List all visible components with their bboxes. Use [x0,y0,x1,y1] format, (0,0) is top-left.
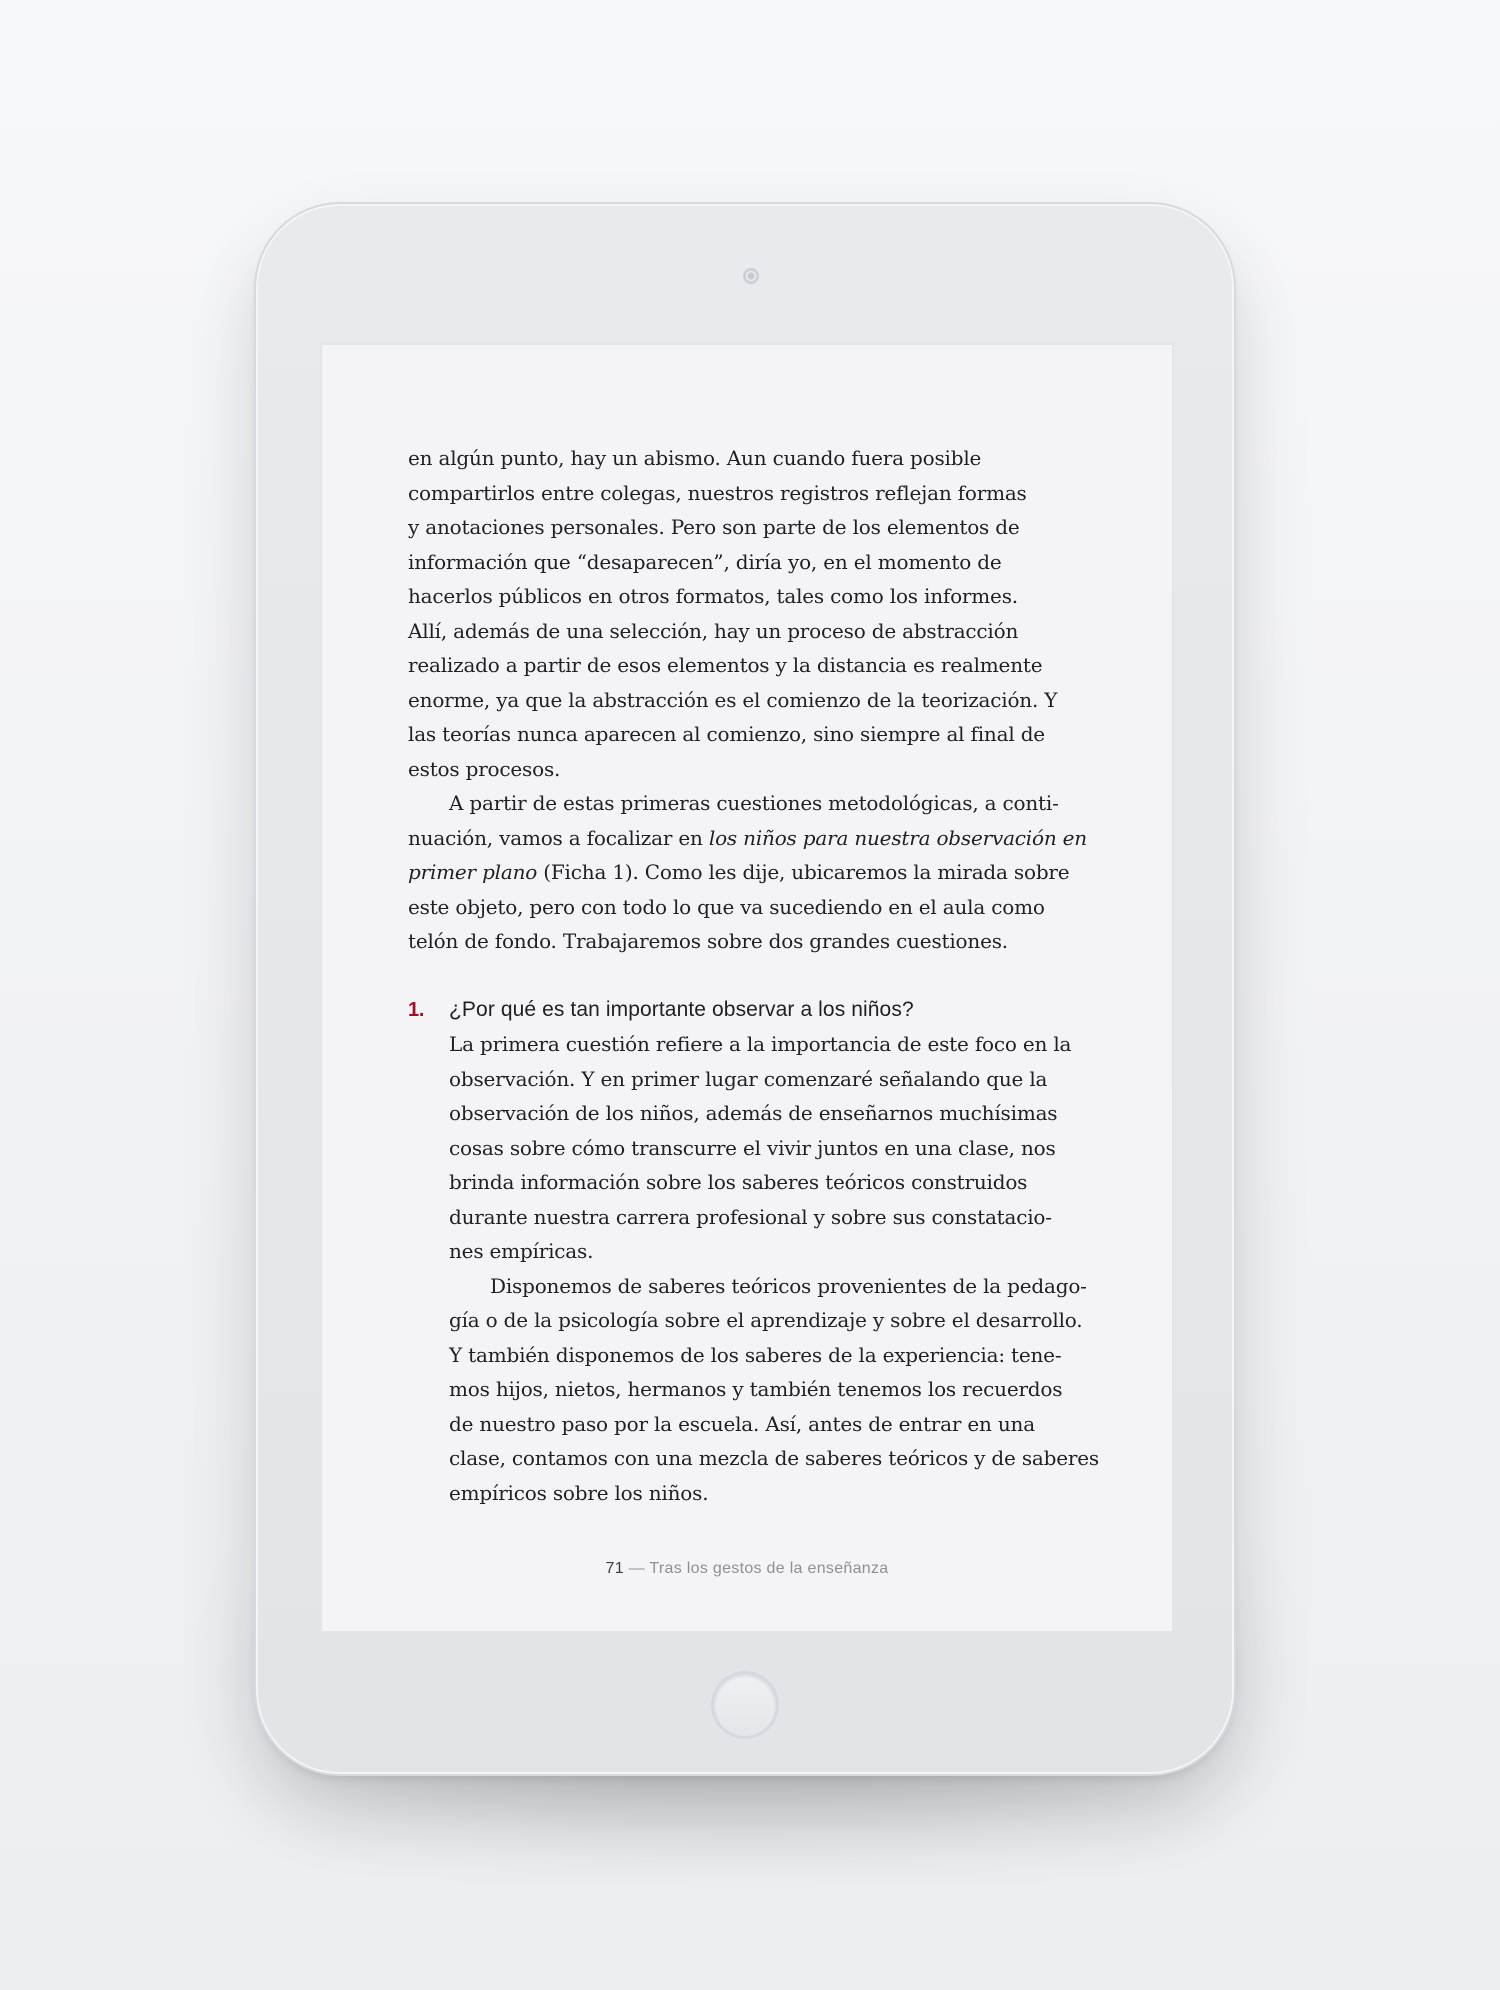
paragraph-focus-children [408,786,1098,959]
list-item-number: 1. [408,998,425,1021]
text-line: durante nuestra carrera profesional y sobre sus constatacio- [449,1204,1052,1229]
text-run: (Ficha 1). Como les dije, ubicaremos la mirada sobre [537,860,1070,884]
text-line: empíricos sobre los niños. [449,1480,709,1505]
text-line: mos hijos, nietos, hermanos y también tenemos los recuerdos [449,1377,1063,1401]
text-line: enorme, ya que la abstracción es el comienzo de la teorización. Y [408,687,1058,712]
text-line: información que “desaparecen”, diría yo, en el momento de [408,549,1002,574]
ebook-screen[interactable] [320,343,1174,1633]
numbered-list-item [408,993,1098,1511]
text-line: de nuestro paso por la escuela. Así, antes de entrar en una [449,1411,1035,1436]
paragraph-continuation [408,441,1098,786]
text-line: observación de los niños, además de enseñarnos muchísimas [449,1101,1058,1125]
tablet-device [258,206,1232,1772]
text-line: La primera cuestión refiere a la importancia de este foco en la [449,1032,1072,1056]
text-line: hacerlos públicos en otros formatos, tales como los informes. [408,584,1018,608]
text-line: realizado a partir de esos elementos y la distancia es realmente [408,653,1043,677]
page-number: 71 [605,1560,624,1577]
text-line [408,821,1098,856]
text-line: gía o de la psicología sobre el aprendizaje y sobre el desarrollo. [449,1308,1083,1332]
book-title: Tras los gestos de la enseñanza [649,1560,889,1577]
text-line: y anotaciones personales. Pero son parte de los elementos de [408,515,1020,539]
text-run: nuación, vamos a focalizar en [408,825,709,850]
ebook-page-text [408,441,1098,1510]
text-line: compartirlos entre colegas, nuestros registros reflejan formas [408,480,1027,505]
front-camera-icon [743,268,759,284]
text-line: estos procesos. [408,756,561,781]
list-item-heading: ¿Por qué es tan importante observar a los niños? [449,997,914,1021]
text-line: este objeto, pero con todo lo que va sucediendo en el aula como [408,894,1045,919]
text-line: observación. Y en primer lugar comenzaré señalando que la [449,1066,1048,1091]
text-line: brinda información sobre los saberes teóricos construidos [449,1170,1028,1194]
text-line: en algún punto, hay un abismo. Aun cuando fuera posible [408,446,982,470]
home-button[interactable] [714,1674,776,1736]
text-line: clase, contamos con una mezcla de saberes teóricos y de saberes [449,1446,1099,1470]
italic-text-run: los niños para nuestra observación en [708,825,1087,850]
text-line: Disponemos de saberes teóricos provenientes de la pedago- [490,1273,1087,1298]
page-footer [320,1560,1174,1578]
list-item-body [449,993,1098,1511]
italic-text-run: primer plano [408,860,538,884]
text-line: Y también disponemos de los saberes de la experiencia: tene- [449,1342,1062,1367]
list-paragraph [449,1027,1098,1269]
text-line: Allí, además de una selección, hay un proceso de abstracción [408,618,1019,643]
text-line: cosas sobre cómo transcurre el vivir juntos en una clase, nos [449,1135,1056,1160]
footer-separator: — [623,1560,650,1577]
text-line [408,855,1098,890]
list-paragraph [449,1269,1098,1511]
text-line: nes empíricas. [449,1239,594,1263]
text-line: A partir de estas primeras cuestiones metodológicas, a conti- [449,791,1059,815]
text-line: telón de fondo. Trabajaremos sobre dos grandes cuestiones. [408,929,1008,953]
text-line: las teorías nunca aparecen al comienzo, sino siempre al final de [408,722,1045,746]
